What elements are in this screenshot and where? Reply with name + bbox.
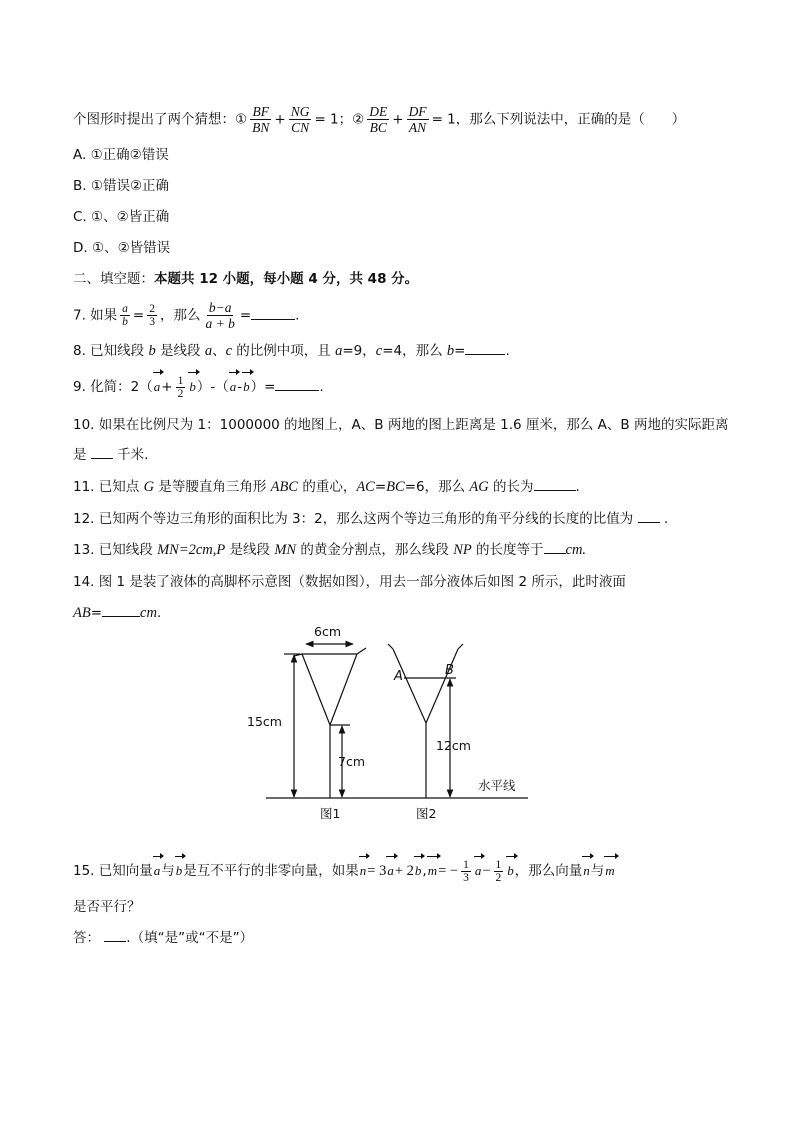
question-15-answer: 答： .（填“是”或“不是”）	[73, 930, 254, 946]
answer-blank	[534, 478, 576, 491]
vector-b: b	[414, 856, 423, 886]
fraction-a-b: $\frac{a}{b}$	[122, 303, 128, 328]
question-15-line-2: 是否平行？	[73, 899, 141, 915]
goblet1-right-side	[330, 654, 357, 725]
vector-a: a	[474, 856, 483, 886]
answer-blank	[104, 929, 126, 942]
q6-option-a: A. ①正确②错误	[73, 147, 169, 163]
vector-a: a	[153, 372, 162, 402]
fraction-bf-bn: $\frac{BF}{BN}$	[252, 104, 270, 135]
width-label: 6cm	[314, 624, 342, 639]
goblet2-right-side	[426, 649, 458, 723]
goblet2-left-side	[393, 649, 426, 723]
fraction-de-bc: $\frac{DE}{BC}$	[369, 104, 388, 135]
vector-b: b	[506, 856, 515, 886]
goblet1-left-side	[302, 654, 330, 725]
answer-blank	[638, 510, 660, 523]
fraction-2-3: $\frac{2}{3}$	[149, 303, 155, 328]
question-14-line-1: 14. 图 1 是装了液体的高脚杯示意图（数据如图），用去一部分液体后如图 2 所示，此时液面	[73, 574, 626, 590]
fraction-df-an: $\frac{DF}{AN}$	[408, 104, 427, 135]
point-a-label: A	[394, 669, 403, 684]
fig2-caption: 图2	[416, 806, 437, 821]
height2-label: 12cm	[436, 738, 471, 753]
answer-blank	[275, 378, 319, 391]
answer-blank	[544, 541, 566, 554]
q6-stem: 个图形时提出了两个猜想：① $\frac{BF}{BN}$ + $\frac{NG}{CN}$ = 1；② $\frac{DE}{BC}$ + $\frac{DF}{AN}$ = 1，那么下列说法中，正确的是（ ）	[73, 104, 686, 135]
q6-option-b: B. ①错误②正确	[73, 178, 170, 194]
fraction-ng-cn: $\frac{NG}{CN}$	[290, 104, 310, 135]
question-8: 8. 已知线段 b 是线段 a、c 的比例中项，且 a=9，c=4，那么 b= .	[73, 343, 510, 359]
answer-blank	[102, 604, 140, 617]
fraction-b-minus-a: $\frac{b-a}{a + b}$	[205, 300, 235, 331]
question-7: 7. 如果 $\frac{a}{b}$ = $\frac{2}{3}$ ，那么 $\frac{b-a}{a + b}$ = .	[73, 300, 300, 331]
answer-blank	[465, 342, 505, 355]
question-12: 12. 已知两个等边三角形的面积比为 3：2，那么这两个等边三角形的角平分线的长度的比值为 .	[73, 511, 669, 527]
vector-m: m	[604, 856, 615, 886]
goblet-figure	[0, 624, 794, 824]
fraction-one-third: $\frac{1}{3}$	[463, 858, 469, 884]
vector-m: m	[427, 856, 438, 886]
question-14-line-2: AB= cm.	[73, 605, 162, 621]
answer-blank	[251, 307, 295, 320]
question-10-line-2: 是 千米.	[73, 447, 149, 463]
horizon-label: 水平线	[478, 778, 516, 793]
vector-a: a	[386, 856, 395, 886]
point-b-label: B	[445, 663, 454, 678]
height1-label: 15cm	[247, 714, 282, 729]
question-15: 15. 已知向量a与b是互不平行的非零向量，如果n= 3a+ 2b,m= − $\frac{1}{3}$ a− $\frac{1}{2}$ b，那么向量n与m	[73, 856, 616, 886]
fig1-caption: 图1	[320, 806, 341, 821]
fraction-one-half: $\frac{1}{2}$	[177, 374, 184, 400]
vector-b: b	[175, 856, 184, 886]
vector-a: a	[229, 372, 238, 402]
question-9: 9. 化简：2（a+ $\frac{1}{2}$ b）-（a-b）= .	[73, 372, 324, 402]
stem-label: 7cm	[338, 754, 366, 769]
question-10-line-1: 10. 如果在比例尺为 1：1000000 的地图上，A、B 两地的图上距离是 1.6 厘米，那么 A、B 两地的实际距离	[73, 417, 729, 433]
vector-n: n	[359, 856, 368, 886]
q6-option-c: C. ①、②皆正确	[73, 209, 170, 225]
fraction-one-half: $\frac{1}{2}$	[495, 858, 502, 884]
vector-a: a	[153, 856, 162, 886]
q6-option-d: D. ①、②皆错误	[73, 240, 171, 256]
vector-b: b	[242, 372, 251, 402]
question-13: 13. 已知线段 MN=2cm,P 是线段 MN 的黄金分割点，那么线段 NP 的长度等于 cm.	[73, 542, 587, 558]
section-heading: 二、填空题：本题共 12 小题，每小题 4 分，共 48 分。	[73, 271, 419, 287]
question-11: 11. 已知点 G 是等腰直角三角形 ABC 的重心，AC=BC=6，那么 AG 的长为 .	[73, 479, 580, 495]
answer-blank	[91, 446, 113, 459]
vector-n: n	[582, 856, 591, 886]
vector-b: b	[188, 372, 197, 402]
